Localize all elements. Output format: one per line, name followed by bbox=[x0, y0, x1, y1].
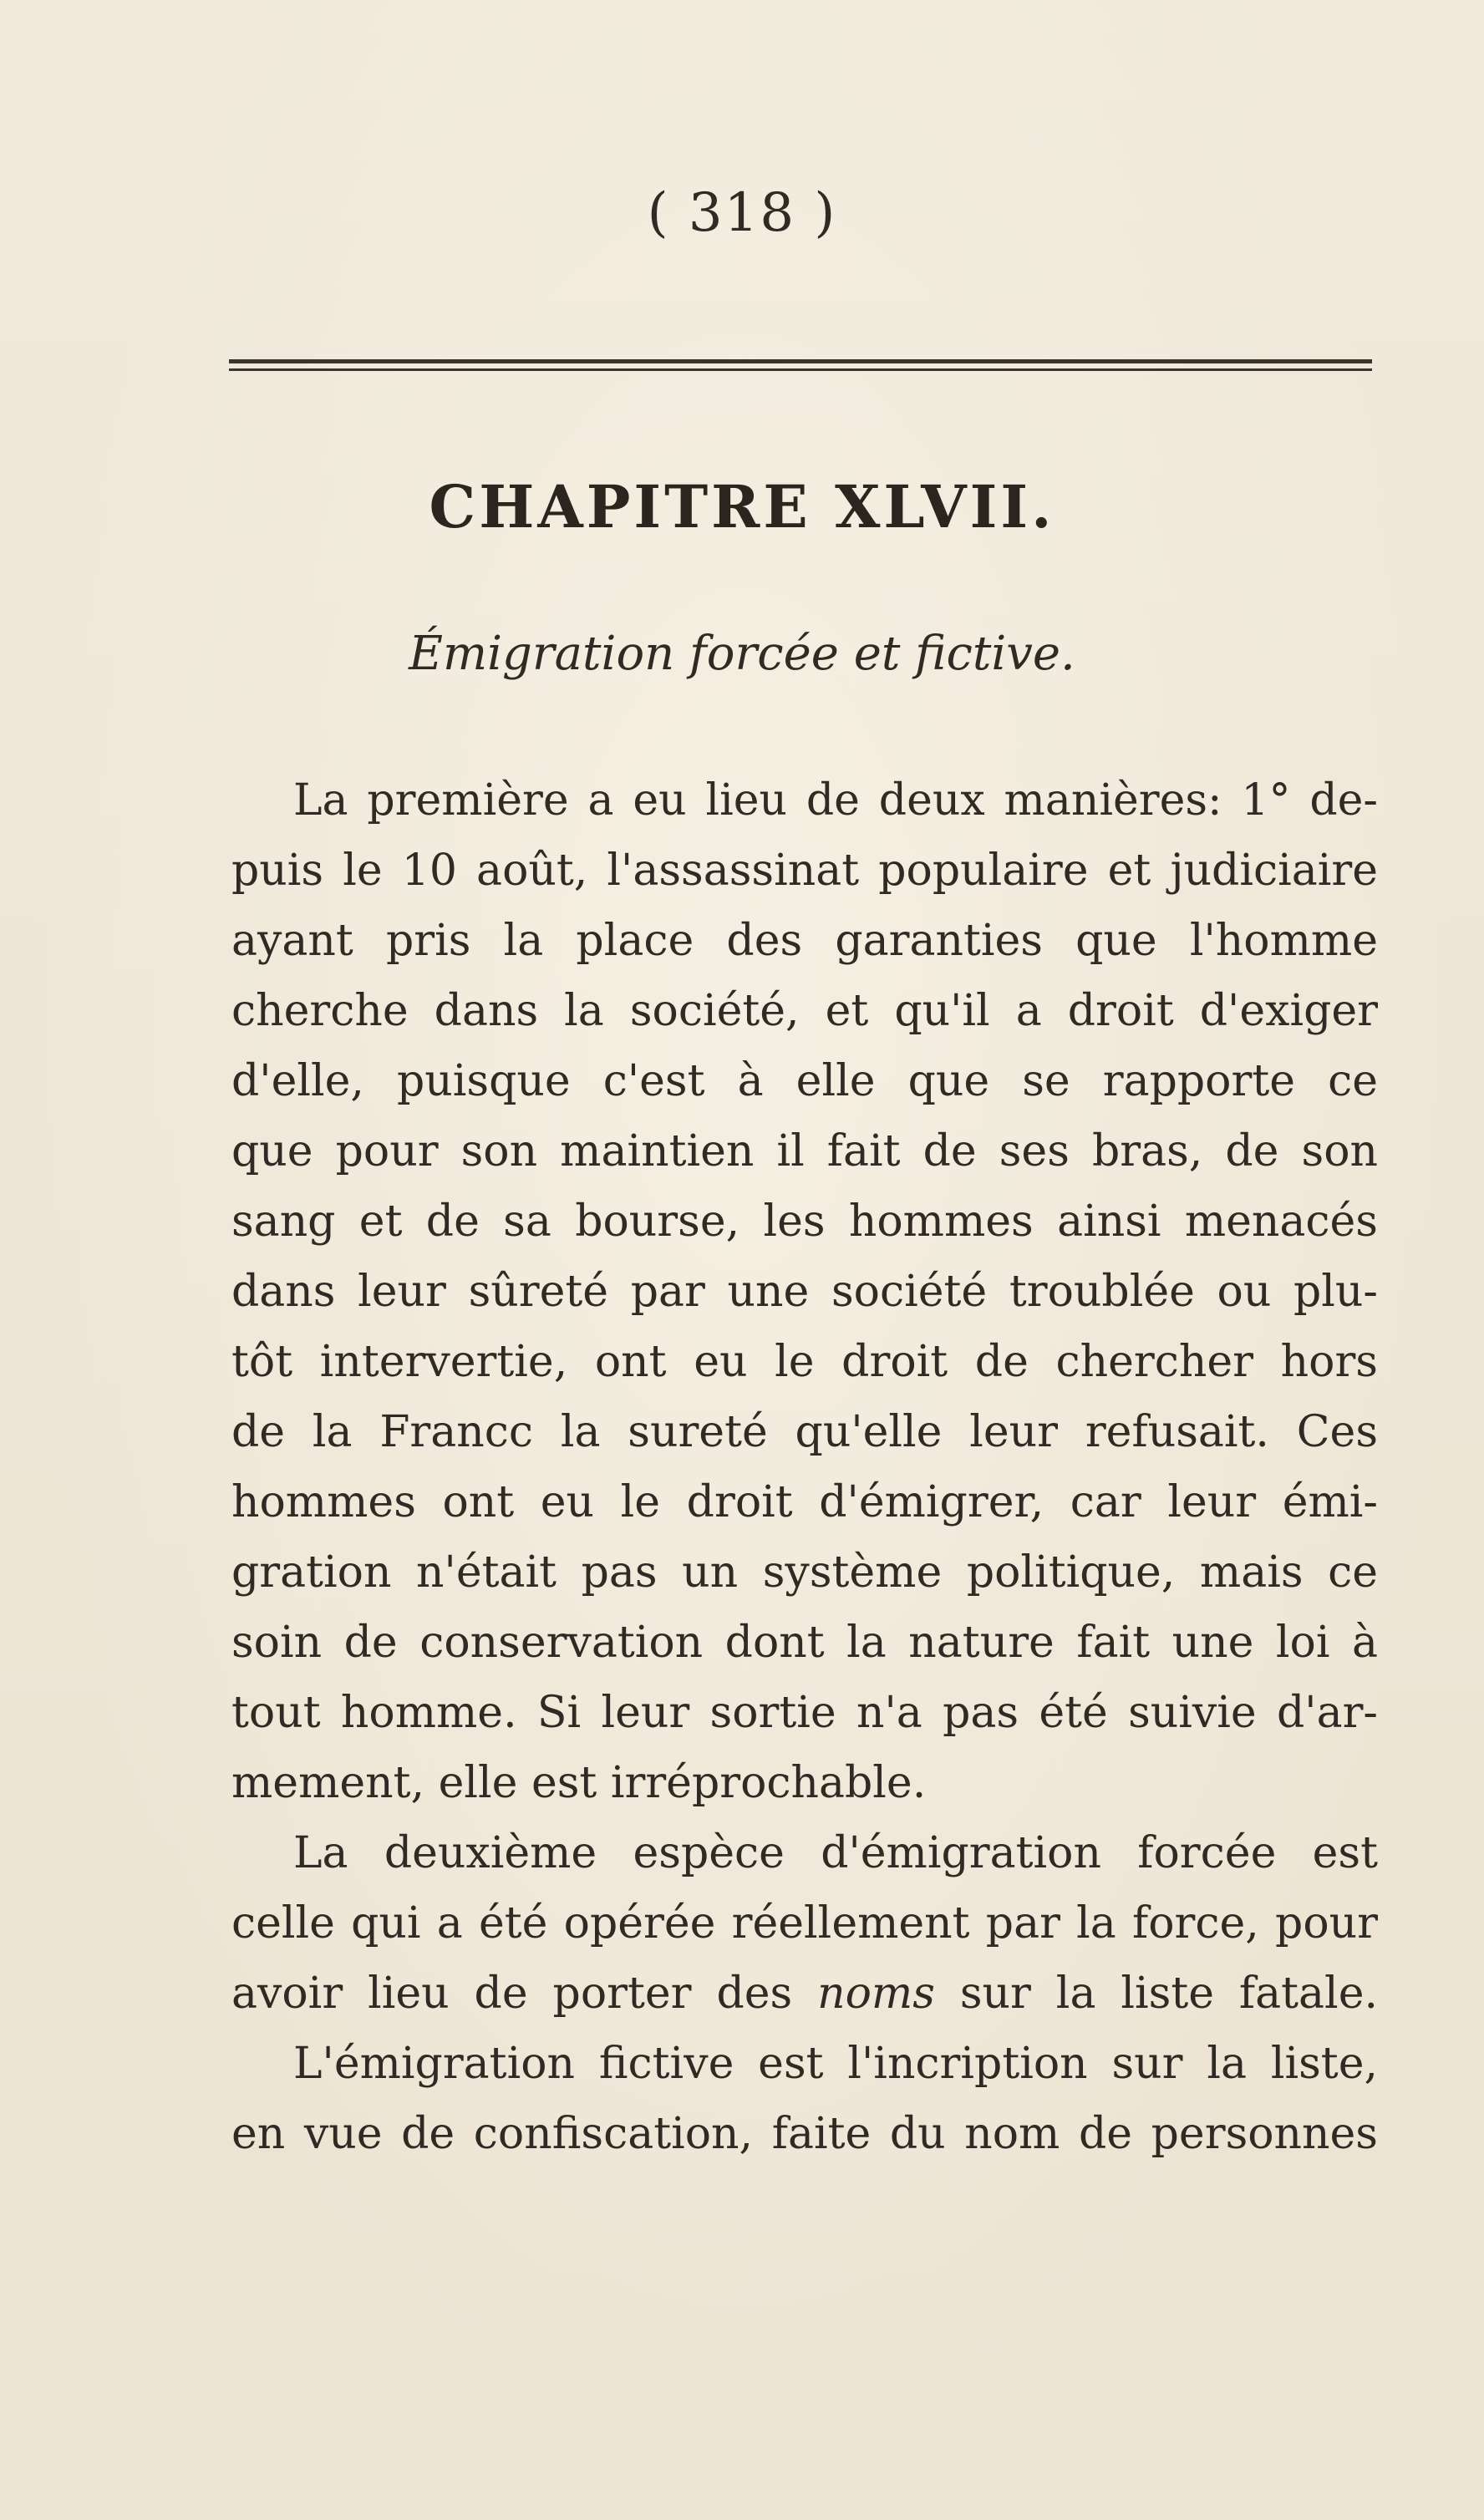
text-line: que pour son maintien il fait de ses bras, de son bbox=[231, 1126, 1378, 1176]
text-line: puis le 10 août, l'assassinat populaire et judiciaire bbox=[231, 846, 1378, 896]
text-segment: sur la liste fatale. bbox=[934, 1969, 1378, 2019]
text-line: tôt intervertie, ont eu le droit de chercher hors bbox=[231, 1337, 1378, 1387]
text-line: d'elle, puisque c'est à elle que se rapporte ce bbox=[231, 1056, 1378, 1106]
text-line: dans leur sûreté par une société troublée ou plu- bbox=[231, 1267, 1378, 1317]
text-line: celle qui a été opérée réellement par la force, pour bbox=[231, 1898, 1378, 1948]
text-line: La deuxième espèce d'émigration forcée est bbox=[293, 1828, 1378, 1878]
text-line: en vue de confiscation, faite du nom de personnes bbox=[231, 2109, 1378, 2159]
page-number: ( 318 ) bbox=[647, 182, 837, 244]
chapter-title: CHAPITRE XLVII. bbox=[429, 472, 1055, 541]
text-line: gration n'était pas un système politique, mais ce bbox=[231, 1547, 1378, 1598]
body-text bbox=[231, 765, 1378, 2169]
text-line: mement, elle est irréprochable. bbox=[231, 1758, 927, 1808]
text-line: de la Francc la sureté qu'elle leur refusait. Ces bbox=[231, 1407, 1378, 1457]
text-line: La première a eu lieu de deux manières: 1° de- bbox=[293, 775, 1378, 826]
text-line: cherche dans la société, et qu'il a droit d'exiger bbox=[231, 986, 1378, 1036]
text-line: ayant pris la place des garanties que l'homme bbox=[231, 916, 1378, 966]
text-line-mixed bbox=[231, 1959, 1378, 2029]
header-rule-thick bbox=[229, 359, 1372, 363]
header-rule-thin bbox=[229, 368, 1372, 371]
text-line: sang et de sa bourse, les hommes ainsi menacés bbox=[231, 1196, 1378, 1247]
text-line: soin de conservation dont la nature fait une loi à bbox=[231, 1618, 1378, 1668]
text-line: hommes ont eu le droit d'émigrer, car leur émi- bbox=[231, 1477, 1378, 1527]
text-line: L'émigration fictive est l'incription sur la liste, bbox=[293, 2039, 1378, 2089]
text-line: tout homme. Si leur sortie n'a pas été suivie d'ar- bbox=[231, 1688, 1378, 1738]
chapter-subtitle: Émigration forcée et fictive. bbox=[409, 627, 1075, 681]
text-segment-italic: noms bbox=[817, 1969, 935, 2019]
text-segment: avoir lieu de porter des bbox=[231, 1969, 818, 2019]
